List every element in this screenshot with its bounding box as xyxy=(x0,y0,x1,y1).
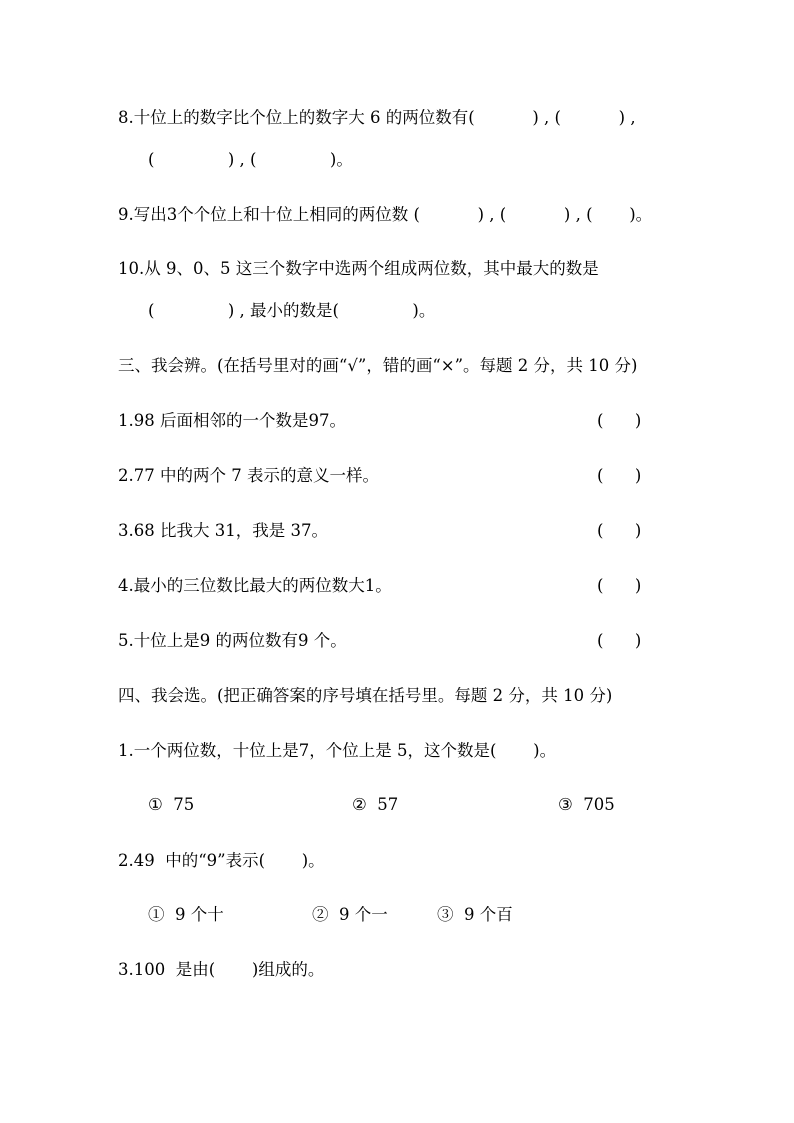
judge-answer-1: ( ) xyxy=(597,411,642,430)
choice-1-option-a: ① 75 xyxy=(148,795,195,814)
question-9: 9.写出3个个位上和十位上相同的两位数 ( ) , ( ) , ( )。 xyxy=(118,205,653,224)
question-8-line-2: ( ) , ( )。 xyxy=(148,150,353,169)
judge-answer-5: ( ) xyxy=(597,631,642,650)
choice-question-1: 1.一个两位数，十位上是7，个位上是 5，这个数是( )。 xyxy=(118,741,557,760)
choice-question-2: 2.49 中的“9”表示( )。 xyxy=(118,851,325,870)
judge-item-5: 5.十位上是9 的两位数有9 个。 xyxy=(118,631,347,650)
question-10-line-2: ( ) , 最小的数是( )。 xyxy=(148,301,436,320)
judge-item-2: 2.77 中的两个 7 表示的意义一样。 xyxy=(118,466,379,485)
question-10-line-1: 10.从 9、0、5 这三个数字中选两个组成两位数，其中最大的数是 xyxy=(118,259,599,278)
judge-answer-3: ( ) xyxy=(597,521,642,540)
judge-answer-2: ( ) xyxy=(597,466,642,485)
judge-answer-4: ( ) xyxy=(597,576,642,595)
judge-item-3: 3.68 比我大 31，我是 37。 xyxy=(118,521,328,540)
choice-2-option-c: ③ 9 个百 xyxy=(437,905,513,924)
question-8-line-1: 8.十位上的数字比个位上的数字大 6 的两位数有( ) , ( ) , xyxy=(118,108,636,127)
choice-1-option-c: ③ 705 xyxy=(558,795,615,814)
choice-1-option-b: ② 57 xyxy=(352,795,399,814)
judge-item-4: 4.最小的三位数比最大的两位数大1。 xyxy=(118,576,392,595)
section-3-heading: 三、我会辨。(在括号里对的画“√”，错的画“×”。每题 2 分，共 10 分) xyxy=(118,356,638,375)
choice-2-option-a: ① 9 个十 xyxy=(148,905,224,924)
section-4-heading: 四、我会选。(把正确答案的序号填在括号里。每题 2 分，共 10 分) xyxy=(118,686,613,705)
choice-question-3: 3.100 是由( )组成的。 xyxy=(118,960,325,979)
choice-2-option-b: ② 9 个一 xyxy=(312,905,388,924)
judge-item-1: 1.98 后面相邻的一个数是97。 xyxy=(118,411,346,430)
